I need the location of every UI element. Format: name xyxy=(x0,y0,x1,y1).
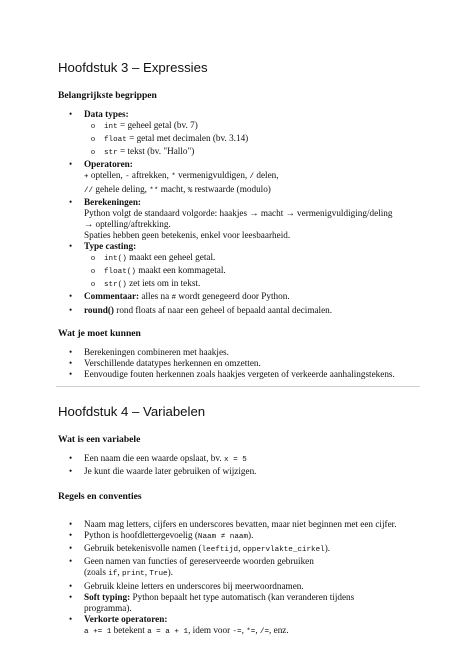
calculations-label: Berekeningen: xyxy=(84,196,141,207)
op-power: ** xyxy=(149,186,159,195)
code-int: int xyxy=(104,123,118,132)
shorthand-text: , enz. xyxy=(269,624,289,635)
rule-text: , xyxy=(238,543,243,554)
chapter3-title: Hoofdstuk 3 – Expressies xyxy=(58,60,208,75)
rule-text: Python is hoofdlettergevoelig ( xyxy=(84,530,198,541)
round-label: round() xyxy=(84,304,114,315)
shorthand-text: , idem voor xyxy=(188,624,233,635)
round-description: rond floats af naar een geheel of bepaald aantal decimalen. xyxy=(113,304,333,315)
list-item-operators xyxy=(58,159,418,196)
list-item-definition xyxy=(58,453,418,466)
rule-text: ). xyxy=(167,567,173,578)
list-item-round xyxy=(58,305,418,316)
op-minus: - xyxy=(125,173,130,182)
rule-text: , xyxy=(117,567,122,578)
rules-list xyxy=(58,519,418,638)
chapter4-title: Hoofdstuk 4 – Variabelen xyxy=(58,403,206,419)
list-item: • Berekeningen combineren met haakjes. xyxy=(58,347,418,358)
sublist-item-int-cast xyxy=(84,252,418,265)
list-item: • Eenvoudige fouten herkennen zoals haakjes vergeten of verkeerde aanhalingstekens. xyxy=(58,369,418,380)
code-float-func: float() xyxy=(104,268,136,277)
op-times: * xyxy=(171,173,176,182)
code-x-equals-5: x = 5 xyxy=(223,455,247,464)
key-concepts-list xyxy=(58,109,418,316)
list-item-soft-typing xyxy=(58,592,418,614)
code-minus-eq: -= xyxy=(232,627,242,636)
comments-text: wordt genegeerd door Python. xyxy=(176,291,290,302)
code-print: print xyxy=(121,570,145,579)
rule-text: ). xyxy=(324,543,331,554)
comments-label: Commentaar: xyxy=(84,291,140,302)
code-int-func: int() xyxy=(104,255,127,264)
code-float: float xyxy=(104,136,127,145)
list-item-meaningful-names xyxy=(58,543,418,556)
rule-text: ). xyxy=(248,530,254,541)
section-rules-title: Regels en conventies xyxy=(58,491,142,503)
float-cast-description: maakt een kommagetal. xyxy=(135,265,226,276)
shorthand-text: betekent xyxy=(111,624,148,635)
op-text: vermenigvuldigen, xyxy=(175,170,250,181)
list-item-lowercase: • Gebruik kleine letters en underscores bij meerwoordnamen. xyxy=(58,581,418,592)
op-text: aftrekken, xyxy=(129,170,172,181)
str-cast-description: zet iets om in tekst. xyxy=(126,278,201,289)
soft-typing-line-2: programma). xyxy=(84,602,132,613)
data-types-sublist xyxy=(84,120,418,159)
definition-text: Een naam die een waarde opslaat, bv. xyxy=(84,452,224,463)
rule-text: (zoals xyxy=(84,567,109,578)
section-skills-title: Wat je moet kunnen xyxy=(58,327,141,339)
skills-list xyxy=(58,347,418,380)
list-item-calculations xyxy=(58,197,418,241)
list-item-shorthand-operators xyxy=(58,614,418,638)
operators-line-1 xyxy=(84,170,418,183)
code-a-eq-a-plus-1: a = a + 1 xyxy=(147,627,189,636)
operators-line-2 xyxy=(84,184,418,197)
code-oppervlakte: oppervlakte_cirkel xyxy=(242,546,325,555)
type-casting-label: Type casting: xyxy=(84,241,137,252)
code-leeftijd: leeftijd xyxy=(201,546,239,555)
int-description: = geheel getal (bv. 7) xyxy=(117,120,198,131)
calculations-line-2: → optelling/aftrekking. xyxy=(84,218,171,229)
list-item-data-types xyxy=(58,109,418,159)
code-times-eq: *= xyxy=(246,627,256,636)
sublist-item-float-cast xyxy=(84,265,418,278)
shorthand-text: , xyxy=(255,624,260,635)
section-variable-title: Wat is een variabele xyxy=(58,433,141,445)
shorthand-label: Verkorte operatoren: xyxy=(84,613,168,624)
comments-text: alles na xyxy=(139,291,172,302)
soft-typing-label: Soft typing: xyxy=(84,591,131,602)
list-item-case-sensitive xyxy=(58,530,418,543)
code-str: str xyxy=(104,149,118,158)
sublist-item-int xyxy=(84,120,418,133)
section-divider xyxy=(56,386,420,387)
rule-text: , xyxy=(144,567,150,578)
list-item-reuse: • Je kunt die waarde later gebruiken of wijzigen. xyxy=(58,466,418,477)
code-a-plus-eq: a += 1 xyxy=(84,627,112,636)
list-item-naming-chars: • Naam mag letters, cijfers en underscores bevatten, maar niet beginnen met een cijfer. xyxy=(58,519,418,530)
float-description: = getal met decimalen (bv. 3.14) xyxy=(126,133,249,144)
calculations-line-3: Spaties hebben geen betekenis, enkel voor leesbaarheid. xyxy=(84,229,291,240)
rule-text: Gebruik betekenisvolle namen ( xyxy=(84,543,202,554)
code-div-eq: /= xyxy=(259,627,270,636)
type-casting-sublist xyxy=(84,252,418,291)
sublist-item-float xyxy=(84,133,418,146)
str-description: = tekst (bv. "Hallo") xyxy=(117,146,195,157)
op-modulo: % xyxy=(187,186,193,195)
op-divide: / xyxy=(249,173,255,182)
op-text: delen, xyxy=(254,170,279,181)
op-text: optellen, xyxy=(88,170,126,181)
code-if: if xyxy=(108,570,118,579)
code-hash: # xyxy=(171,294,177,303)
operators-label: Operatoren: xyxy=(84,159,133,170)
op-text: macht, xyxy=(158,183,188,194)
calculations-line-1: Python volgt de standaard volgorde: haakjes → macht → vermenigvuldiging/deling xyxy=(84,207,393,218)
list-item: • Verschillende datatypes herkennen en omzetten. xyxy=(58,358,418,369)
op-floordiv: // xyxy=(84,186,94,195)
sublist-item-str-cast xyxy=(84,278,418,291)
variable-list xyxy=(58,453,418,477)
op-text: restwaarde (modulo) xyxy=(192,183,271,194)
int-cast-description: maakt een geheel getal. xyxy=(126,252,216,263)
soft-typing-text: Python bepaalt het type automatisch (kan veranderen tijdens xyxy=(130,591,355,602)
list-item-reserved-words xyxy=(58,556,418,580)
op-text: gehele deling, xyxy=(93,183,150,194)
shorthand-text: , xyxy=(241,624,247,635)
section-key-concepts-title: Belangrijkste begrippen xyxy=(58,90,157,101)
code-true: True xyxy=(149,570,168,579)
list-item-type-casting xyxy=(58,241,418,291)
op-plus: + xyxy=(84,173,89,182)
data-types-label: Data types: xyxy=(84,109,129,119)
sublist-item-str xyxy=(84,146,418,159)
reserved-line-1: • Geen namen van functies of gereserveerde woorden gebruiken xyxy=(84,556,314,567)
code-str-func: str() xyxy=(104,281,127,290)
code-naam: Naam ≠ naam xyxy=(197,533,249,542)
reserved-line-2 xyxy=(84,567,418,580)
shorthand-line xyxy=(84,625,418,638)
list-item-comments xyxy=(58,291,418,304)
